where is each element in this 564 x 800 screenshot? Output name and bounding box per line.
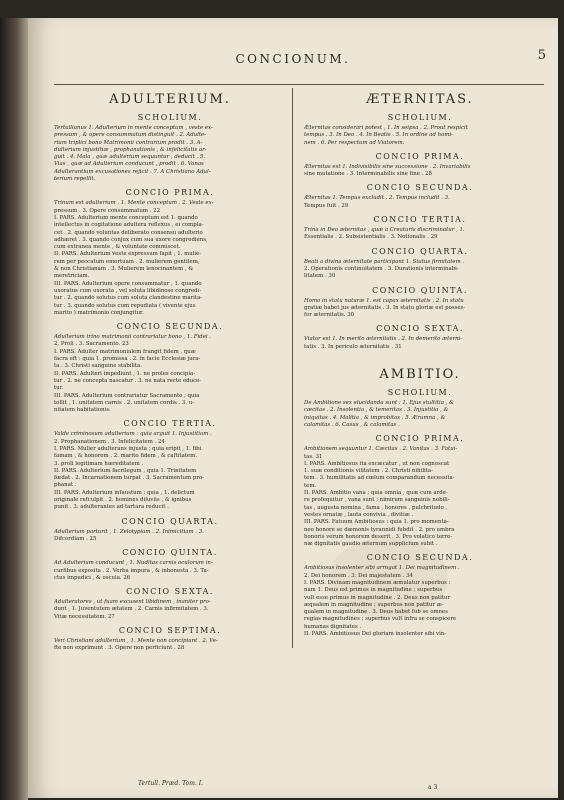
concio-heading: SCHOLIUM. [387, 388, 453, 398]
text-line: II. PARS. Adulteri impediunt , 1. ne proles concipia- [54, 370, 196, 377]
concio-body [304, 125, 536, 147]
concio-heading: CONCIO SEXTA. [376, 324, 464, 334]
text-line: I. PARS. Divinam magnitudinem æmulatur superbus : [304, 579, 451, 586]
concio-body [304, 164, 536, 179]
right-sections [304, 113, 536, 351]
concio-body [304, 227, 536, 242]
concio-heading: CONCIO PRIMA. [125, 188, 215, 198]
concio-heading: CONCIO QUARTA. [371, 246, 469, 256]
text-line: qualem in magnitudine . 3. Deus habet fub se omnes [304, 609, 448, 616]
text-line: Æternitas considerari potest , 1. In seipsa . 2. Prout respicit [304, 125, 468, 131]
book-gutter [0, 18, 28, 800]
text-line: Beati a divina æternitate participant 1. Status firmitatem . [304, 258, 465, 265]
text-line: tas. 31 [304, 453, 323, 460]
right-column [304, 92, 536, 638]
text-line: re profequitur , vana sunt ; nimirum sanguinis nobili- [304, 497, 450, 504]
concio-heading: CONCIO SECUNDA. [366, 183, 474, 193]
text-line: II. PARS. Ambitio vana ; quia omnia , quæ cum arde- [304, 490, 448, 497]
text-line: litatem . 30 [304, 273, 336, 280]
section-title-ambitio: AMBITIO. [379, 367, 461, 383]
text-line: I. PARS. Adulterium mente conceptum est 1. quando [54, 214, 198, 221]
concio-body [304, 446, 536, 548]
text-line: tem . 3. humilitatis ad cœlum comparandum necessita- [304, 475, 455, 482]
text-line: næ dignitatis gaudio æternum supplicium subit . [304, 541, 438, 548]
concio-body [54, 200, 286, 317]
text-line: rium triplici bono Matrimonii contrarium prodit . 3. A- [54, 139, 203, 146]
book-page [28, 18, 558, 798]
text-line: regias magnitudines ; superbus vult infra se conspicere [304, 616, 457, 623]
text-line: gratiæ habet jus æternitatis . 3. In statu gloriæ est posses- [304, 304, 466, 311]
text-line: iniquitas . 4. Malitia , & improbitas . 5. Ærumna , & [304, 414, 446, 421]
text-line: dunt , 1. Juventutem ætatem . 2. Carnis infirmitatem . 3. [54, 606, 209, 613]
text-line: sine mutatione . 3. Interminabilis sine fine . 28 [304, 171, 432, 178]
text-line: Trina in Deo æternitas , quæ a Creaturis discriminatur , 1. [304, 227, 465, 234]
text-line: cet . 2. quando voluntas deliberato consensu adulterio [54, 229, 203, 236]
concio-heading: CONCIO TERTIA. [373, 215, 467, 225]
text-line: Homo in statu naturæ 1. est capax æternitatis . 2. In statu [304, 297, 464, 304]
text-line: tur. [54, 385, 64, 392]
text-line: tollit , 1. unitatem carnis . 2. unitatem cordis . 3. u- [54, 399, 195, 406]
text-line: III. PARS. Adulterium infaustum ; quia , 1. delictum [54, 489, 195, 496]
text-line: guit . 4. Mala , quæ adulterium sequuntur , deducit . 5. [54, 154, 206, 161]
text-line: rem per peccatum emortuam . 2. mulierem gentilem, [54, 258, 200, 265]
text-line: Tempus fuit . 29 [304, 202, 349, 209]
text-line: cum extranea mente , & voluntate commiscet. [54, 244, 181, 251]
text-line: nitatem habitationis. [54, 407, 111, 414]
text-line: fte non exprimunt . 3. Opere non perficiunt . 28 [54, 645, 185, 652]
concio-heading: SCHOLIUM. [137, 113, 203, 122]
text-line: 3. proli legitimam hæreditatem . [54, 460, 144, 467]
text-line: Vitæ necessitatem. 27 [54, 613, 115, 620]
text-line: 2. Prophanationem . 3. Infelicitatem . 24 [54, 438, 165, 445]
text-line: 2. Proli . 3. Sacramento. 23 [54, 341, 129, 348]
text-line: humanas dignitates . [304, 623, 362, 630]
text-line: tas , augusta nomina , fama , honores , pulchritudo , [304, 504, 448, 511]
text-line: III. PARS. Fatuum Ambitiosus : quia 1. pro momenta- [304, 519, 449, 526]
text-line: Adulterium trino matrimonii contrariatur bono , 1. Fidei . [54, 334, 211, 341]
text-line: pressum , & opere consummatum distinguit . 2. Adulte- [54, 132, 207, 139]
text-line: ctus impudici , & oscula. 26 [54, 574, 131, 581]
text-line: intellectus in cogitatione adultera reflexus , ei compla- [54, 222, 204, 229]
text-line: Veri Christiani adulterium , 1. Mente non concipiunt . 2. Ve- [54, 638, 218, 645]
text-line: curfibus exposita . 2. Verba impura , & inhonesta . 3. Ta- [54, 567, 209, 574]
text-line: De Ambitione sex elucidanda sunt : 1. Ejus stultitia , & [304, 400, 454, 407]
text-line: facra eft : quia 1. promissa . 2. in facie Ecclesiæ jura- [54, 356, 201, 363]
text-line: marito ) matrimonio conjungitur. [54, 309, 144, 316]
text-line: æqualem in magnitudine ; superbus non patitur æ- [304, 601, 444, 608]
text-line: nem . 6. Per respectum ad Viatorem. [304, 139, 405, 146]
text-line: Ambitiosus insolenter sibi arrogat 1. Dei magnitudinem . [304, 565, 460, 572]
concio-heading: CONCIO TERTIA. [123, 419, 217, 429]
concio-body [304, 195, 536, 210]
text-line: pressum . 3. Opere consummatum . 22 [54, 207, 161, 214]
text-line: terium repellit. [54, 176, 96, 183]
text-line: Adulterium parturit , 1. Zelotypiam . 2. Inimicitiam . 3. [54, 528, 204, 535]
text-line: punit . 3. adulterantes ad tartara reducit . [54, 504, 169, 511]
text-line: Ad Adulterium conducunt , 1. Nuditas carnis oculorum in- [54, 560, 213, 567]
text-line: tur . 2. quando solutus cum soluta clandestine marita- [54, 295, 203, 302]
concio-heading: CONCIO PRIMA. [375, 151, 465, 161]
column-divider [292, 88, 293, 648]
text-line: originale refculpit . 2. homines diluviis , & ignibus [54, 497, 192, 504]
concio-heading: CONCIO SECUNDA. [116, 322, 224, 332]
text-line: phanat . [54, 482, 77, 489]
text-line: Ambitionem sequuntur 1. Cæcitas . 2. Vanitas . 3. Fatui- [304, 446, 458, 453]
concio-body [304, 565, 536, 638]
left-column [54, 92, 286, 653]
text-line: for æternitatis. 30 [304, 312, 355, 319]
text-line: vestes ornatæ , lauta convivia , divitiæ . [304, 511, 414, 518]
text-line: Tertullianus 1. Adulterium in mente conceptum , veste ex- [54, 125, 213, 131]
text-line: famam , & honorem . 2. marito fidem , & caftitatem. [54, 453, 198, 460]
concio-heading: CONCIO SEPTIMA. [118, 626, 222, 636]
text-line: I. PARS. Adulter matrimonialem frangit fidem , quæ [54, 348, 196, 355]
text-line: ta . 3. Christi sanguine stabilita. [54, 363, 142, 370]
text-line: Æternitas est 1. Indivisibilis sine successione . 2. Invariabilis [304, 163, 471, 170]
text-line: & non Christianam . 3. Mulierem lenocinantem , & [54, 266, 194, 273]
text-line: adhæret . 3. quando conjux cum sua uxore congrediens, [54, 236, 208, 243]
concio-body [304, 298, 536, 320]
concio-body [54, 638, 286, 653]
concio-body [54, 431, 286, 511]
text-line: II. PARS. Adulterium facrilegum , quia 1. Trinitatem [54, 467, 197, 474]
right-sections-2 [304, 388, 536, 638]
running-title: CONCIONUM. [235, 52, 351, 66]
text-line: Adulteratores , ut fuam excusent libidinem , inaniter pro- [54, 599, 211, 606]
left-sections [54, 113, 286, 653]
text-line: I. PARS. Mulier adulterans injusta ; quia eripit , 1. fibi [54, 445, 202, 452]
text-line: meretriciam. [54, 273, 90, 280]
text-line: vult esse primus in magnitudine . 2. Deus non patitur [304, 594, 451, 601]
text-line: Æternitas 1. Tempus excludit . 2. Tempus includit . 3. [304, 195, 450, 202]
text-line: 2. Operationis continuitatem . 3. Durationis interminabi- [304, 265, 459, 272]
concio-body [54, 560, 286, 582]
signature-mark: a 3 [428, 784, 438, 791]
text-line: tempus . 3. In Deo . 4. In Beatis . 5. In ordine ad homi- [304, 132, 453, 139]
concio-heading: CONCIO SECUNDA. [366, 553, 474, 563]
text-line: II. PARS. Ambitiosus Dei gloriam insolenter sibi vin- [304, 631, 447, 638]
section-title-aeternitas: ÆTERNITAS. [366, 92, 474, 107]
concio-body [54, 599, 286, 621]
section-title-adulterium: ADULTERIUM. [109, 92, 231, 107]
concio-body [304, 336, 536, 351]
text-line: calamitas . 6. Casus , & calamitas . [304, 421, 400, 428]
text-line: nam 1. Deus est primus in magnitudine ; superbus [304, 587, 443, 594]
concio-heading: CONCIO QUARTA. [121, 516, 219, 526]
concio-heading: CONCIO SEXTA. [126, 587, 214, 597]
text-line: Difcordiam . 25 [54, 535, 97, 542]
text-line: III. PARS. Adulterium opere consummatur , 1. quando [54, 280, 202, 287]
page-number: 5 [537, 48, 546, 63]
text-line: II. PARS. Adulterium veste expressum fapit , 1. mulie- [54, 251, 202, 258]
text-line: I. PARS. Ambitiosus ita excæcatur , ut non cognoscat [304, 460, 450, 467]
text-line: tur . 3. quando solutus cum repudiata ( vivente ejus [54, 302, 196, 309]
text-line: Valde criminosum adulterium : quia arguit 1. Injustitiam . [54, 431, 212, 438]
concio-body [54, 529, 286, 544]
text-line: Essentialis . 2. Subsistentialis . 3. Notionalis . 29 [304, 234, 438, 241]
text-line: cæcitas . 2. Insolentia , & temeritas . 3. Injustitia , & [304, 407, 449, 414]
text-line: Viator est 1. In merito æternitatis . 2. In demerito æterni- [304, 336, 463, 343]
text-line: Adulterantium excusationes rejicit . 7. A Christiano Adul- [54, 168, 211, 175]
text-line: fœdat . 2. Incarnationem turpat . 3. Sacramentum pro- [54, 475, 204, 482]
text-line: neo honore se dæmonis tyrannidi fubdit . 2. pro umbra [304, 526, 455, 533]
text-line: uxoratus cum uxorata , vel soluta libidinose congredi- [54, 287, 202, 294]
concio-heading: CONCIO QUINTA. [122, 548, 218, 558]
text-line: Vias , quæ ad Adulterium conducunt , prodit . 6. Vanas [54, 161, 204, 168]
concio-heading: SCHOLIUM. [387, 113, 453, 122]
concio-body [304, 400, 536, 429]
text-line: 2. Dei honorem . 3. Dei majestatem . 34 [304, 572, 413, 579]
text-line: dulterium injustitiæ , prophanationis , & infelicitatis ar- [54, 146, 207, 153]
header-rule [54, 84, 544, 85]
text-line: honoris verum honorem deserit . 3. Pro volatico terre- [304, 533, 453, 540]
text-line: tatis . 3. In periculo æternitatis . 31 [304, 343, 402, 350]
concio-body [54, 334, 286, 414]
footer-note: Tertull. Præd. Tom. I. [138, 780, 204, 787]
text-line: III. PARS. Adulterium contrariatur Sacramento ; quia [54, 392, 200, 399]
concio-heading: CONCIO PRIMA. [375, 434, 465, 444]
text-line: 1. suæ conditionis vilitatem . 2. Christi nihilita- [304, 468, 433, 475]
text-line: tur . 2. ne concepta nascatur . 3. ne nata recte educe- [54, 377, 202, 384]
concio-body [304, 259, 536, 281]
text-line: tem. [304, 482, 317, 489]
concio-body [54, 125, 286, 183]
text-line: Trinum est adulterium . 1. Mente conceptum . 2. Veste ex- [54, 200, 214, 207]
concio-heading: CONCIO QUINTA. [372, 285, 468, 295]
